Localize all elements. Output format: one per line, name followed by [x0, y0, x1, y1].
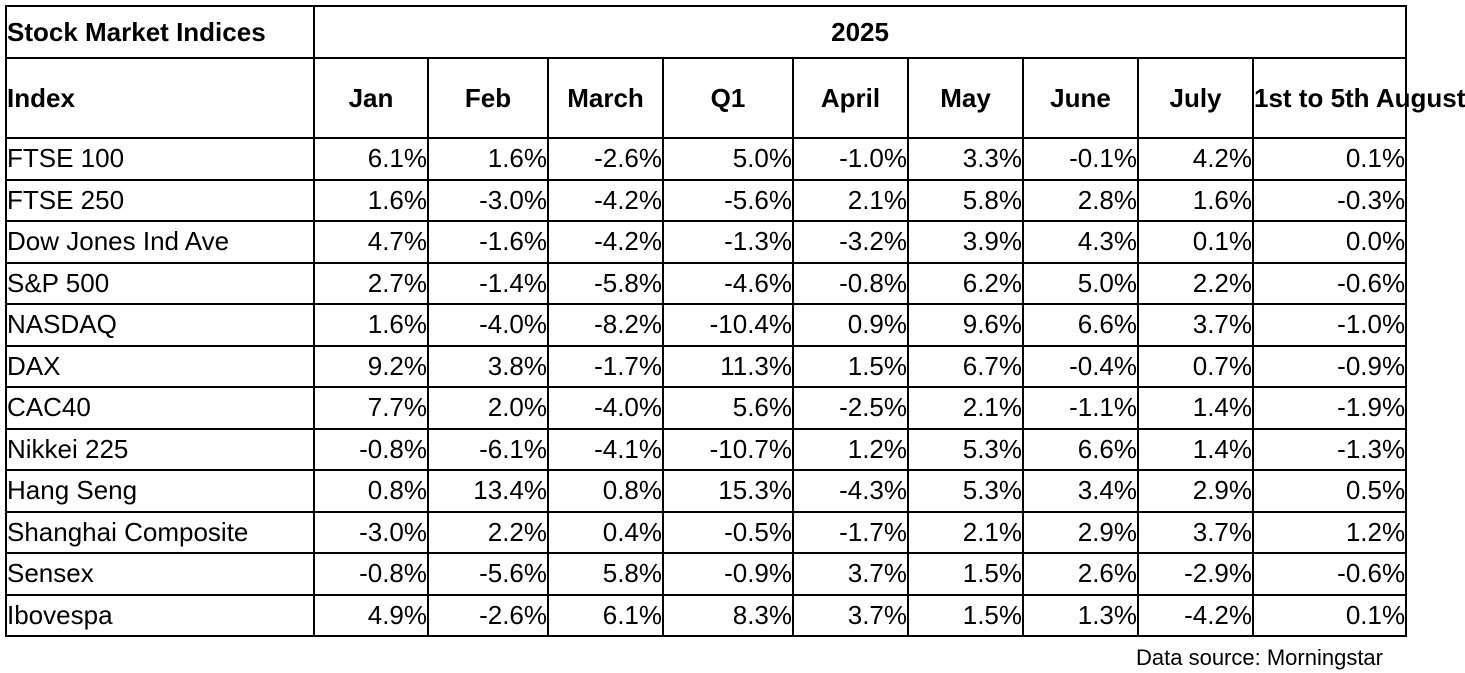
value-cell: 0.5% — [1253, 470, 1406, 512]
value-cell: 4.7% — [314, 221, 428, 263]
table-row — [6, 595, 1406, 637]
value-cell: 2.1% — [908, 387, 1023, 429]
column-header-march: March — [548, 58, 663, 138]
column-header-april: April — [793, 58, 908, 138]
value-cell: -1.0% — [793, 138, 908, 180]
value-cell: 2.1% — [793, 180, 908, 222]
value-cell: 5.8% — [548, 553, 663, 595]
value-cell: 8.3% — [663, 595, 793, 637]
value-cell: 1.5% — [793, 346, 908, 388]
value-cell: -4.1% — [548, 429, 663, 471]
column-header-july: July — [1138, 58, 1253, 138]
value-cell: -4.2% — [548, 221, 663, 263]
table-row — [6, 429, 1406, 471]
value-cell: 13.4% — [428, 470, 548, 512]
index-name-cell: Sensex — [6, 553, 314, 595]
value-cell: 3.9% — [908, 221, 1023, 263]
value-cell: -1.3% — [1253, 429, 1406, 471]
value-cell: 1.3% — [1023, 595, 1138, 637]
value-cell: 2.1% — [908, 512, 1023, 554]
value-cell: 3.4% — [1023, 470, 1138, 512]
column-header-feb: Feb — [428, 58, 548, 138]
index-name-cell: Hang Seng — [6, 470, 314, 512]
table-row — [6, 180, 1406, 222]
value-cell: 11.3% — [663, 346, 793, 388]
value-cell: -6.1% — [428, 429, 548, 471]
value-cell: 1.6% — [428, 138, 548, 180]
value-cell: -1.1% — [1023, 387, 1138, 429]
value-cell: 15.3% — [663, 470, 793, 512]
value-cell: 4.3% — [1023, 221, 1138, 263]
value-cell: 1.4% — [1138, 387, 1253, 429]
value-cell: -8.2% — [548, 304, 663, 346]
table-row — [6, 138, 1406, 180]
index-name-cell: NASDAQ — [6, 304, 314, 346]
column-header-q1: Q1 — [663, 58, 793, 138]
value-cell: -1.9% — [1253, 387, 1406, 429]
value-cell: -10.4% — [663, 304, 793, 346]
value-cell: 2.8% — [1023, 180, 1138, 222]
index-name-cell: S&P 500 — [6, 263, 314, 305]
value-cell: 1.2% — [793, 429, 908, 471]
value-cell: -1.4% — [428, 263, 548, 305]
value-cell: 3.7% — [793, 595, 908, 637]
value-cell: -4.3% — [793, 470, 908, 512]
table-row — [6, 387, 1406, 429]
value-cell: 0.1% — [1138, 221, 1253, 263]
value-cell: 1.6% — [1138, 180, 1253, 222]
column-header-june: June — [1023, 58, 1138, 138]
value-cell: 0.8% — [314, 470, 428, 512]
value-cell: 5.0% — [663, 138, 793, 180]
year-header: 2025 — [314, 6, 1406, 58]
value-cell: 0.1% — [1253, 595, 1406, 637]
value-cell: -0.9% — [663, 553, 793, 595]
value-cell: 9.6% — [908, 304, 1023, 346]
value-cell: -0.8% — [314, 553, 428, 595]
value-cell: -0.3% — [1253, 180, 1406, 222]
value-cell: 1.2% — [1253, 512, 1406, 554]
value-cell: -10.7% — [663, 429, 793, 471]
value-cell: -0.8% — [314, 429, 428, 471]
table-row — [6, 346, 1406, 388]
value-cell: -0.5% — [663, 512, 793, 554]
value-cell: 0.4% — [548, 512, 663, 554]
value-cell: 1.4% — [1138, 429, 1253, 471]
value-cell: 3.7% — [1138, 304, 1253, 346]
stock-indices-table — [5, 5, 1465, 637]
value-cell: -0.6% — [1253, 553, 1406, 595]
value-cell: 5.3% — [908, 470, 1023, 512]
value-cell: 6.2% — [908, 263, 1023, 305]
value-cell: 2.0% — [428, 387, 548, 429]
table-row — [6, 512, 1406, 554]
value-cell: -3.0% — [428, 180, 548, 222]
value-cell: 0.1% — [1253, 138, 1406, 180]
index-name-cell: FTSE 250 — [6, 180, 314, 222]
value-cell: -0.1% — [1023, 138, 1138, 180]
value-cell: 2.6% — [1023, 553, 1138, 595]
value-cell: 5.6% — [663, 387, 793, 429]
value-cell: 2.2% — [428, 512, 548, 554]
value-cell: -4.0% — [548, 387, 663, 429]
value-cell: 6.6% — [1023, 429, 1138, 471]
value-cell: 5.0% — [1023, 263, 1138, 305]
title-row — [6, 6, 1406, 58]
value-cell: 0.9% — [793, 304, 908, 346]
column-header-index: Index — [6, 58, 314, 138]
value-cell: -2.6% — [428, 595, 548, 637]
value-cell: 1.5% — [908, 553, 1023, 595]
table-body — [6, 138, 1406, 636]
value-cell: 3.3% — [908, 138, 1023, 180]
column-header-row — [6, 58, 1406, 138]
index-name-cell: Nikkei 225 — [6, 429, 314, 471]
value-cell: -5.6% — [428, 553, 548, 595]
value-cell: -1.7% — [548, 346, 663, 388]
value-cell: -0.4% — [1023, 346, 1138, 388]
value-cell: 3.7% — [1138, 512, 1253, 554]
value-cell: -4.6% — [663, 263, 793, 305]
table-title: Stock Market Indices — [6, 6, 314, 58]
value-cell: 6.1% — [548, 595, 663, 637]
value-cell: 6.6% — [1023, 304, 1138, 346]
value-cell: 6.1% — [314, 138, 428, 180]
value-cell: -4.0% — [428, 304, 548, 346]
value-cell: -2.6% — [548, 138, 663, 180]
value-cell: 9.2% — [314, 346, 428, 388]
value-cell: 2.2% — [1138, 263, 1253, 305]
value-cell: 1.5% — [908, 595, 1023, 637]
value-cell: -0.6% — [1253, 263, 1406, 305]
table-row — [6, 221, 1406, 263]
value-cell: 0.7% — [1138, 346, 1253, 388]
value-cell: -5.8% — [548, 263, 663, 305]
value-cell: 2.9% — [1138, 470, 1253, 512]
value-cell: 5.8% — [908, 180, 1023, 222]
value-cell: -2.9% — [1138, 553, 1253, 595]
value-cell: 4.2% — [1138, 138, 1253, 180]
value-cell: 6.7% — [908, 346, 1023, 388]
value-cell: -1.3% — [663, 221, 793, 263]
column-header-may: May — [908, 58, 1023, 138]
index-name-cell: FTSE 100 — [6, 138, 314, 180]
value-cell: 4.9% — [314, 595, 428, 637]
value-cell: 3.8% — [428, 346, 548, 388]
index-name-cell: CAC40 — [6, 387, 314, 429]
table-row — [6, 263, 1406, 305]
value-cell: 3.7% — [793, 553, 908, 595]
value-cell: 0.0% — [1253, 221, 1406, 263]
column-header-jan: Jan — [314, 58, 428, 138]
value-cell: -3.0% — [314, 512, 428, 554]
index-name-cell: Dow Jones Ind Ave — [6, 221, 314, 263]
value-cell: -1.6% — [428, 221, 548, 263]
value-cell: -1.0% — [1253, 304, 1406, 346]
data-source-note: Data source: Morningstar — [1136, 645, 1383, 670]
value-cell: 7.7% — [314, 387, 428, 429]
value-cell: -4.2% — [548, 180, 663, 222]
value-cell: 2.9% — [1023, 512, 1138, 554]
value-cell: 0.8% — [548, 470, 663, 512]
table-row — [6, 470, 1406, 512]
value-cell: -0.8% — [793, 263, 908, 305]
table-row — [6, 553, 1406, 595]
value-cell: -4.2% — [1138, 595, 1253, 637]
index-name-cell: DAX — [6, 346, 314, 388]
table-row — [6, 304, 1406, 346]
value-cell: -2.5% — [793, 387, 908, 429]
value-cell: 1.6% — [314, 304, 428, 346]
index-name-cell: Ibovespa — [6, 595, 314, 637]
column-header-august: 1st to 5th August — [1253, 58, 1406, 138]
value-cell: -1.7% — [793, 512, 908, 554]
value-cell: 2.7% — [314, 263, 428, 305]
value-cell: -0.9% — [1253, 346, 1406, 388]
value-cell: 1.6% — [314, 180, 428, 222]
value-cell: -3.2% — [793, 221, 908, 263]
value-cell: 5.3% — [908, 429, 1023, 471]
index-name-cell: Shanghai Composite — [6, 512, 314, 554]
value-cell: -5.6% — [663, 180, 793, 222]
